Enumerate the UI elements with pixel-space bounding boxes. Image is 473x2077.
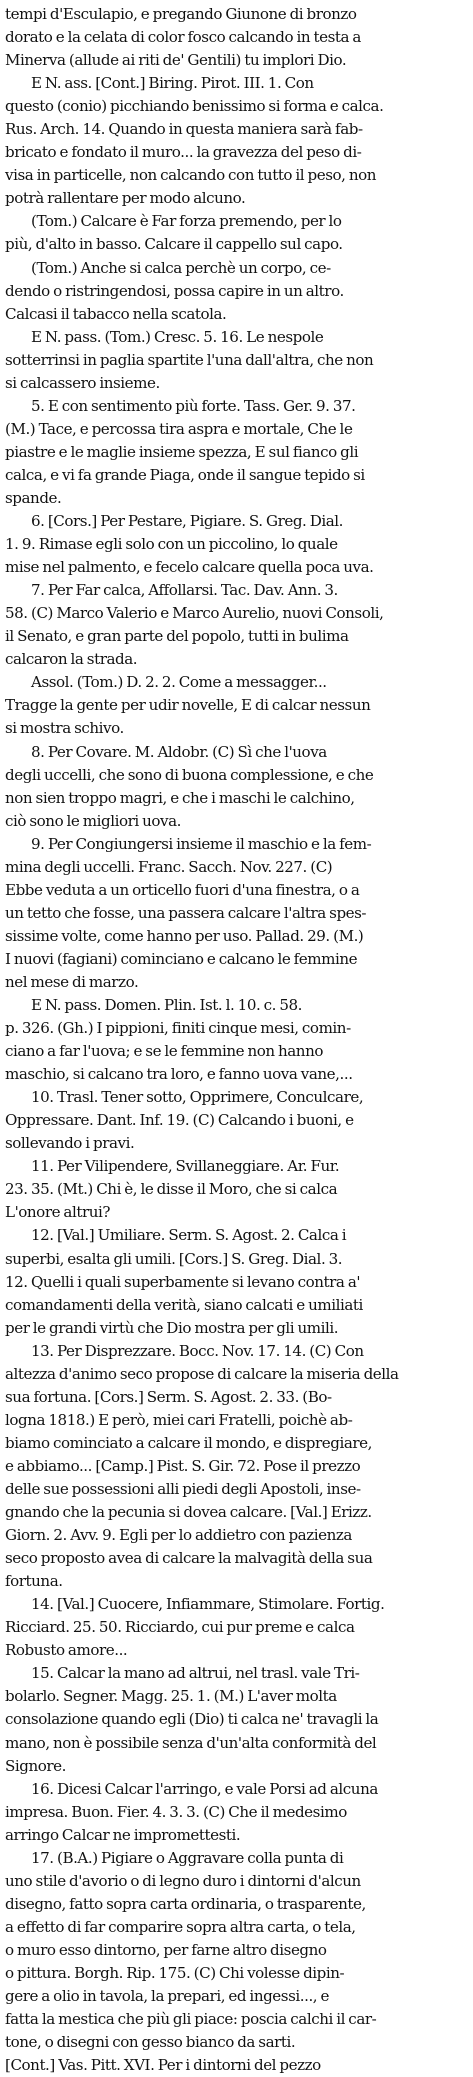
text-line: 14. [Val.] Cuocere, Infiammare, Stimolare. Fortig. <box>31 1595 385 1614</box>
text-line: tempi d'Esculapio, e pregando Giunone di bronzo <box>5 5 357 23</box>
text-line: 23. 35. (Mt.) Chi è, le disse il Moro, che si calca <box>5 1180 338 1199</box>
text-line: dorato e la celata di color fosco calcando in testa a <box>5 28 361 47</box>
text-line: Minerva (allude ai riti de' Gentili) tu implori Dio. <box>5 51 347 70</box>
text-line: 5. E con sentimento più forte. Tass. Ger. 9. 37. <box>31 396 356 415</box>
text-line: un tetto che fosse, una passera calcare l'altra spes- <box>5 903 367 922</box>
text-line: Oppressare. Dant. Inf. 19. (C) Calcando i buoni, e <box>5 1111 354 1130</box>
text-line: gere a olio in tavola, la prepari, ed ingessi..., e <box>5 1987 329 2006</box>
text-line: Assol. (Tom.) D. 2. 2. Come a messagger... <box>31 673 327 692</box>
text-line: mina degli uccelli. Franc. Sacch. Nov. 227. (C) <box>5 857 333 876</box>
text-line: 6. [Cors.] Per Pestare, Pigiare. S. Greg. Dial. <box>31 512 344 531</box>
text-line: gnando che la pecunia si dovea calcare. [Val.] Erizz. <box>5 1503 372 1522</box>
text-line: bricato e fondato il muro... la gravezza del peso di- <box>5 143 362 162</box>
text-line: seco proposto avea di calcare la malvagità della sua <box>5 1549 373 1568</box>
text-line: biamo cominciato a calcare il mondo, e dispregiare, <box>5 1433 372 1452</box>
text-line: 58. (C) Marco Valerio e Marco Aurelio, nuovi Consoli, <box>5 604 384 623</box>
text-line: fortuna. <box>5 1572 63 1591</box>
text-line: nel mese di marzo. <box>5 972 139 991</box>
text-line: sotterrinsi in paglia spartite l'una dall'altra, che non <box>5 350 374 369</box>
text-line: impresa. Buon. Fier. 4. 3. 3. (C) Che il medesimo <box>5 1802 347 1821</box>
text-line: si mostra schivo. <box>5 719 124 738</box>
text-line: calcaron la strada. <box>5 650 138 669</box>
text-line: maschio, si calcano tra loro, e fanno uova vane,... <box>5 1065 353 1084</box>
text-line: sollevando i pravi. <box>5 1134 135 1153</box>
text-line: 10. Trasl. Tener sotto, Opprimere, Conculcare, <box>31 1088 364 1107</box>
text-line: E N. pass. Domen. Plin. Ist. l. 10. c. 58. <box>31 996 303 1015</box>
text-line: visa in particelle, non calcando con tutto il peso, non <box>5 166 377 185</box>
text-line: tone, o disegni con gesso bianco da sarti. <box>5 2033 296 2052</box>
text-line: mise nel palmento, e fecelo calcare quella poca uva. <box>5 558 374 577</box>
text-line: 9. Per Congiungersi insieme il maschio e la fem- <box>31 834 372 853</box>
text-line: comandamenti della verità, siano calcati e umiliati <box>5 1295 363 1314</box>
text-line: Tragge la gente per udir novelle, E di calcar nessun <box>5 696 371 715</box>
text-line: delle sue possessioni alli piedi degli Apostoli, inse- <box>5 1480 361 1498</box>
text-line: fatta la mestica che più gli piace: poscia calchi il car- <box>5 2010 377 2029</box>
text-line: Rus. Arch. 14. Quando in questa maniera sarà fab- <box>5 120 363 139</box>
text-line: non sien troppo magri, e che i maschi le calchino, <box>5 788 355 807</box>
text-line: superbi, esalta gli umili. [Cors.] S. Greg. Dial. 3. <box>5 1249 343 1268</box>
text-line: 1. 9. Rimase egli solo con un piccolino, lo quale <box>5 535 338 554</box>
text-line: Signore. <box>5 1756 66 1775</box>
text-line: sua fortuna. [Cors.] Serm. S. Agost. 2. 33. (Bo- <box>5 1387 332 1406</box>
text-line: più, d'alto in basso. Calcare il cappello sul capo. <box>5 235 343 254</box>
text-line: uno stile d'avorio o di legno duro i dintorni d'alcun <box>5 1871 361 1890</box>
text-line: Ebbe veduta a un orticello fuori d'una finestra, o a <box>5 880 360 899</box>
text-line: arringo Calcar ne impromettesti. <box>5 1825 241 1844</box>
text-line: 12. [Val.] Umiliare. Serm. S. Agost. 2. Calca i <box>31 1226 347 1245</box>
text-line: 11. Per Vilipendere, Svillaneggiare. Ar. Fur. <box>31 1157 340 1176</box>
text-line: 8. Per Covare. M. Aldobr. (C) Sì che l'uova <box>31 742 327 761</box>
text-line: 7. Per Far calca, Affollarsi. Tac. Dav. Ann. 3. <box>31 581 338 600</box>
text-line: ciano a far l'uova; e se le femmine non hanno <box>5 1042 323 1061</box>
text-line: dendo o ristringendosi, possa capire in un altro. <box>5 281 344 300</box>
text-line: (Tom.) Calcare è Far forza premendo, per lo <box>31 212 342 231</box>
text-line: [Cont.] Vas. Pitt. XVI. Per i dintorni del pezzo <box>5 2056 321 2075</box>
text-line: calca, e vi fa grande Piaga, onde il sangue tepido si <box>5 465 365 484</box>
text-line: mano, non è possibile senza d'un'alta conformità del <box>5 1733 377 1752</box>
text-line: il Senato, e gran parte del popolo, tutti in bulima <box>5 627 349 646</box>
text-line: Ricciard. 25. 50. Ricciardo, cui pur preme e calca <box>5 1618 355 1637</box>
text-line: si calcassero insieme. <box>5 373 160 392</box>
text-line: L'onore altrui? <box>5 1203 111 1222</box>
text-line: o pittura. Borgh. Rip. 175. (C) Chi volesse dipin- <box>5 1963 345 1982</box>
text-line: spande. <box>5 488 62 507</box>
text-line: 15. Calcar la mano ad altrui, nel trasl. vale Tri- <box>31 1664 360 1683</box>
text-line: sissime volte, come hanno per uso. Pallad. 29. (M.) <box>5 926 364 945</box>
text-line: questo (conio) picchiando benissimo si forma e calca. <box>5 97 384 116</box>
text-line: Robusto amore... <box>5 1641 128 1660</box>
text-line: a effetto di far comparire sopra altra carta, o tela, <box>5 1917 356 1936</box>
text-line: piastre e le maglie insieme spezza, E sul fianco gli <box>5 442 359 461</box>
text-line: altezza d'animo seco propose di calcare la miseria della <box>5 1364 399 1383</box>
text-line: p. 326. (Gh.) I pippioni, finiti cinque mesi, comin- <box>5 1019 351 1038</box>
text-line: 12. Quelli i quali superbamente si levano contra a' <box>5 1272 361 1291</box>
text-line: E N. ass. [Cont.] Biring. Pirot. III. 1. Con <box>31 74 314 93</box>
text-line: 16. Dicesi Calcar l'arringo, e vale Porsi ad alcuna <box>31 1779 378 1798</box>
text-line: (M.) Tace, e percossa tira aspra e mortale, Che le <box>5 419 353 438</box>
dictionary-text-column <box>5 3 465 2077</box>
text-line: 17. (B.A.) Pigiare o Aggravare colla punta di <box>31 1848 344 1867</box>
text-line: logna 1818.) E però, miei cari Fratelli, poichè ab- <box>5 1410 353 1429</box>
text-line: E N. pass. (Tom.) Cresc. 5. 16. Le nespole <box>31 327 324 346</box>
text-line: Giorn. 2. Avv. 9. Egli per lo addietro con pazienza <box>5 1526 352 1545</box>
text-line: 13. Per Disprezzare. Bocc. Nov. 17. 14. (C) Con <box>31 1341 364 1360</box>
text-line: bolarlo. Segner. Magg. 25. 1. (M.) L'aver molta <box>5 1687 337 1706</box>
text-line: consolazione quando egli (Dio) ti calca ne' travagli la <box>5 1710 379 1729</box>
text-line: per le grandi virtù che Dio mostra per gli umili. <box>5 1318 339 1337</box>
text-line: ciò sono le migliori uova. <box>5 811 181 830</box>
text-line: degli uccelli, che sono di buona complessione, e che <box>5 765 374 784</box>
text-line: (Tom.) Anche si calca perchè un corpo, ce- <box>31 258 331 277</box>
text-line: I nuovi (fagiani) cominciano e calcano le femmine <box>5 949 358 968</box>
text-line: Calcasi il tabacco nella scatola. <box>5 304 227 323</box>
text-line: potrà rallentare per modo alcuno. <box>5 189 246 208</box>
text-line: disegno, fatto sopra carta ordinaria, o trasparente, <box>5 1894 366 1913</box>
text-line: e abbiamo... [Camp.] Pist. S. Gir. 72. Pose il prezzo <box>5 1456 361 1475</box>
text-line: o muro esso dintorno, per farne altro disegno <box>5 1940 327 1959</box>
